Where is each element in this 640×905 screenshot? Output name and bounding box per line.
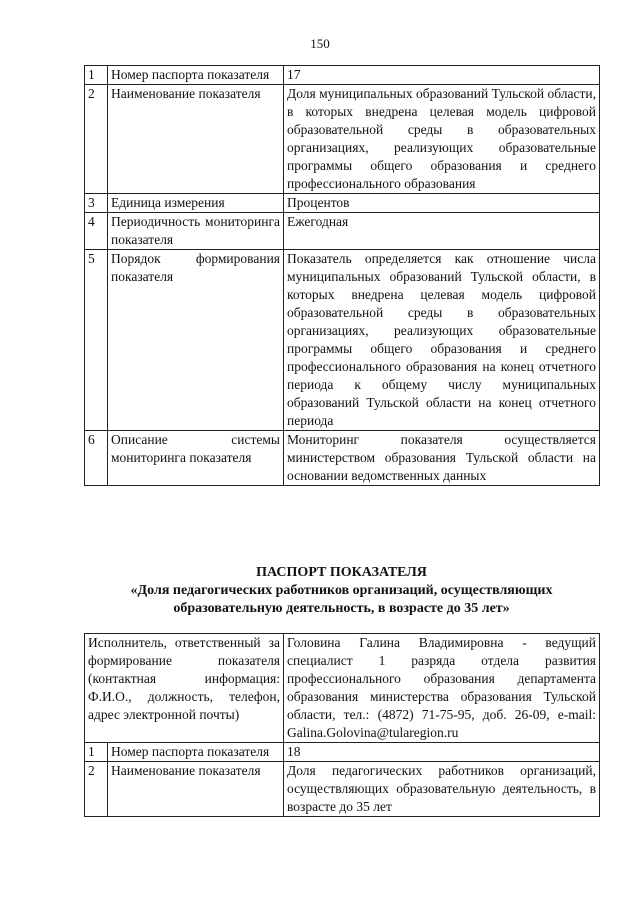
passport-title — [84, 564, 599, 618]
passport-title-name-line1: «Доля педагогических работников организаций, осуществляющих — [130, 583, 553, 598]
row-number: 1 — [85, 743, 108, 762]
row-label: Единица измерения — [108, 194, 284, 213]
executor-value: Головина Галина Владимировна - ведущий специалист 1 разряда отдела развития профессионального образования департамента образования министерства образования Тульской области, тел.: (4872) 71-75-95, доб. 26-09, e-mail: Galina.Golovina@tularegion.ru — [284, 634, 600, 743]
indicator-passport-table-17 — [84, 65, 600, 486]
page-number: 150 — [310, 36, 330, 51]
indicator-passport-table-18 — [84, 633, 600, 817]
row-number: 6 — [85, 431, 108, 486]
row-value: Мониторинг показателя осуществляется министерством образования Тульской области на основании ведомственных данных — [284, 431, 600, 486]
table-row — [85, 85, 600, 194]
row-value: 18 — [284, 743, 600, 762]
table-row — [85, 66, 600, 85]
table-row — [85, 431, 600, 486]
row-value: Доля муниципальных образований Тульской области, в которых внедрена целевая модель цифровой образовательной среды в образовательных организациях, реализующих образовательные программы общего образования и среднего профессионального образования — [284, 85, 600, 194]
row-label: Наименование показателя — [108, 762, 284, 817]
passport-title-heading: ПАСПОРТ ПОКАЗАТЕЛЯ — [256, 565, 427, 580]
row-label: Описание системы мониторинга показателя — [108, 431, 284, 486]
table-row — [85, 743, 600, 762]
table-row — [85, 194, 600, 213]
row-number: 3 — [85, 194, 108, 213]
row-number: 1 — [85, 66, 108, 85]
row-label: Номер паспорта показателя — [108, 66, 284, 85]
row-value: Ежегодная — [284, 213, 600, 250]
row-number: 4 — [85, 213, 108, 250]
passport-title-name-line2: образовательную деятельность, в возрасте до 35 лет» — [173, 601, 510, 616]
row-number: 5 — [85, 250, 108, 431]
row-label: Наименование показателя — [108, 85, 284, 194]
row-value: Доля педагогических работников организаций, осуществляющих образовательную деятельность, в возрасте до 35 лет — [284, 762, 600, 817]
row-value: Показатель определяется как отношение числа муниципальных образований Тульской области, в которых внедрена целевая модель цифровой образовательной среды в образовательных организациях, реализующих образовательные программы общего образования и среднего профессионального образования на конец отчетного периода к общему числу муниципальных образований Тульской области на конец отчетного периода — [284, 250, 600, 431]
executor-row — [85, 634, 600, 743]
row-number: 2 — [85, 85, 108, 194]
row-value: 17 — [284, 66, 600, 85]
row-label: Номер паспорта показателя — [108, 743, 284, 762]
row-label: Периодичность мониторинга показателя — [108, 213, 284, 250]
row-value: Процентов — [284, 194, 600, 213]
executor-label: Исполнитель, ответственный за формирование показателя (контактная информация: Ф.И.О., должность, телефон, адрес электронной почты) — [85, 634, 284, 743]
table-row — [85, 762, 600, 817]
table-row — [85, 213, 600, 250]
row-label: Порядок формирования показателя — [108, 250, 284, 431]
table-row — [85, 250, 600, 431]
row-number: 2 — [85, 762, 108, 817]
